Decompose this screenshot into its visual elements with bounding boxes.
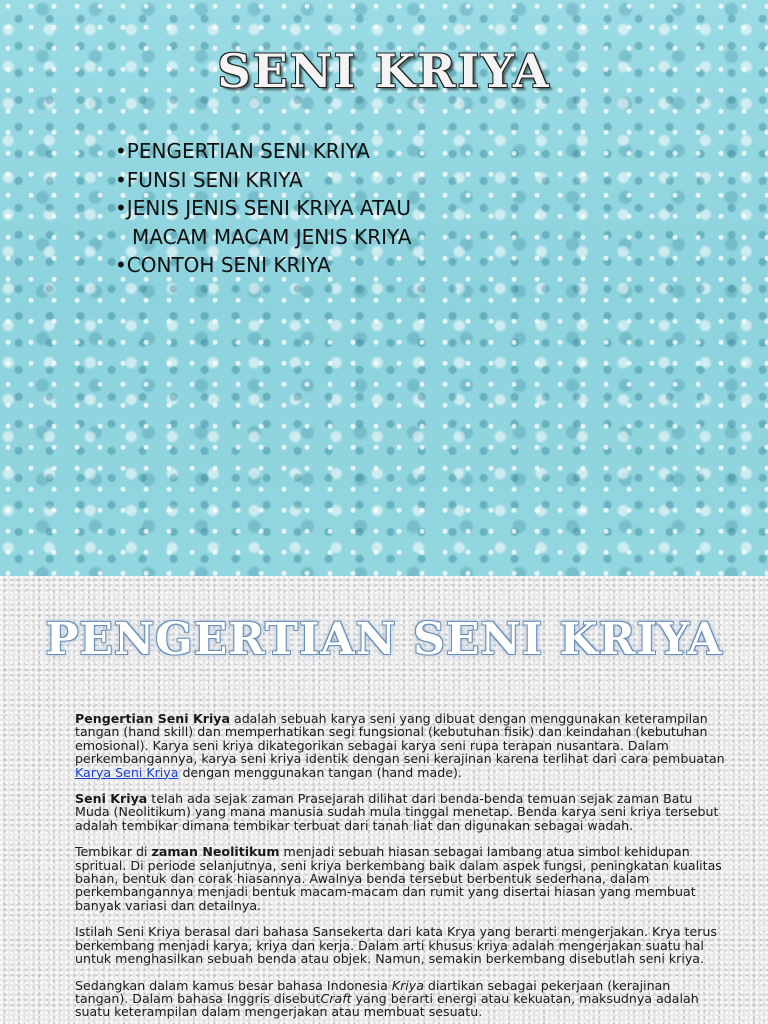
italic-term: Kriya bbox=[391, 977, 424, 993]
bold-term: zaman Neolitikum bbox=[151, 844, 280, 860]
bold-term: Pengertian Seni Kriya bbox=[75, 711, 230, 726]
slide-title: PENGERTIAN SENI KRIYA bbox=[45, 614, 723, 665]
paragraph-text: Tembikar di bbox=[75, 844, 152, 860]
bullet-item: •FUNSI SENI KRIYA bbox=[115, 167, 303, 192]
paragraph-text: yang berarti energi atau kekuatan, maksudnya adalah suatu keterampilan dalam mengerjakan atau membuat sesuatu. bbox=[75, 990, 699, 1020]
paragraph bbox=[75, 979, 725, 1019]
paragraph-text: menjadi sebuah hiasan sebagai lambang atua simbol kehidupan spritual. Di periode selanjutnya, seni kriya berkembang baik dalam aspek fungsi, peningkatan kualitas bahan, bentuk dan corak hiasannya. Awalnya benda tersebut berbentuk sederhana, dalam perkembangannya menjadi bentuk macam-macam dan rumit yang disertai hiasan yang membuat banyak variasi dan detailnya. bbox=[75, 844, 722, 913]
paragraph: Istilah Seni Kriya berasal dari bahasa Sansekerta dari kata Krya yang berarti mengerjakan. Krya terus berkembang menjadi karya, kriya dan kerja. Dalam arti khusus kriya adalah mengerjakan suatu hal untuk menghasilkan sebuah benda atau objek. Namun, semakin berkembang disebutlah seni kriya. bbox=[75, 924, 717, 967]
paragraph-text: adalah sebuah karya seni yang dibuat dengan menggunakan keterampilan tangan (hand skill) dan memperhatikan segi fungsional (kebutuhan fisik) dan keindahan (kebutuhan emosional). Karya seni kriya dikategorikan sebagai karya seni rupa terapan nusantara. Dalam perkembangannya, karya seni kriya identik dengan seni kerajinan karena terlihat dari cara pembuatan bbox=[75, 711, 725, 767]
bullet-list bbox=[115, 137, 411, 280]
bullet-item: •PENGERTIAN SENI KRIYA bbox=[115, 139, 370, 163]
slide-title: SENI KRIYA bbox=[217, 44, 551, 98]
bold-term: Seni Kriya bbox=[75, 791, 148, 807]
bullet-item: •CONTOH SENI KRIYA bbox=[115, 253, 331, 277]
paragraph-text: Sedangkan dalam kamus besar bahasa Indonesia bbox=[75, 977, 392, 993]
slide-body bbox=[75, 712, 725, 1024]
paragraph-text: telah ada sejak zaman Prasejarah dilihat dari benda-benda temuan sejak zaman Batu Muda (Neolitikum) yang mana manusia sudah mula tinggal menetap. Benda karya seni kriya tersebut adalah tembikar dimana tembikar terbuat dari tanah liat dan digunakan sebagai wadah. bbox=[75, 791, 719, 833]
slide-pengertian bbox=[0, 576, 768, 1024]
bullet-item: •JENIS JENIS SENI KRIYA ATAU bbox=[115, 196, 411, 220]
paragraph bbox=[75, 845, 725, 912]
italic-term: Craft bbox=[320, 990, 352, 1006]
paragraph-text: dengan menggunakan tangan (hand made). bbox=[178, 764, 462, 780]
karya-seni-kriya-link[interactable]: Karya Seni Kriya bbox=[75, 764, 179, 780]
paragraph bbox=[75, 792, 725, 832]
paragraph-text: diartikan sebagai pekerjaan (kerajinan tangan). Dalam bahasa Inggris disebut bbox=[75, 977, 671, 1006]
bullet-item-continuation: MACAM MACAM JENIS KRIYA bbox=[132, 224, 412, 249]
paragraph bbox=[75, 712, 725, 779]
